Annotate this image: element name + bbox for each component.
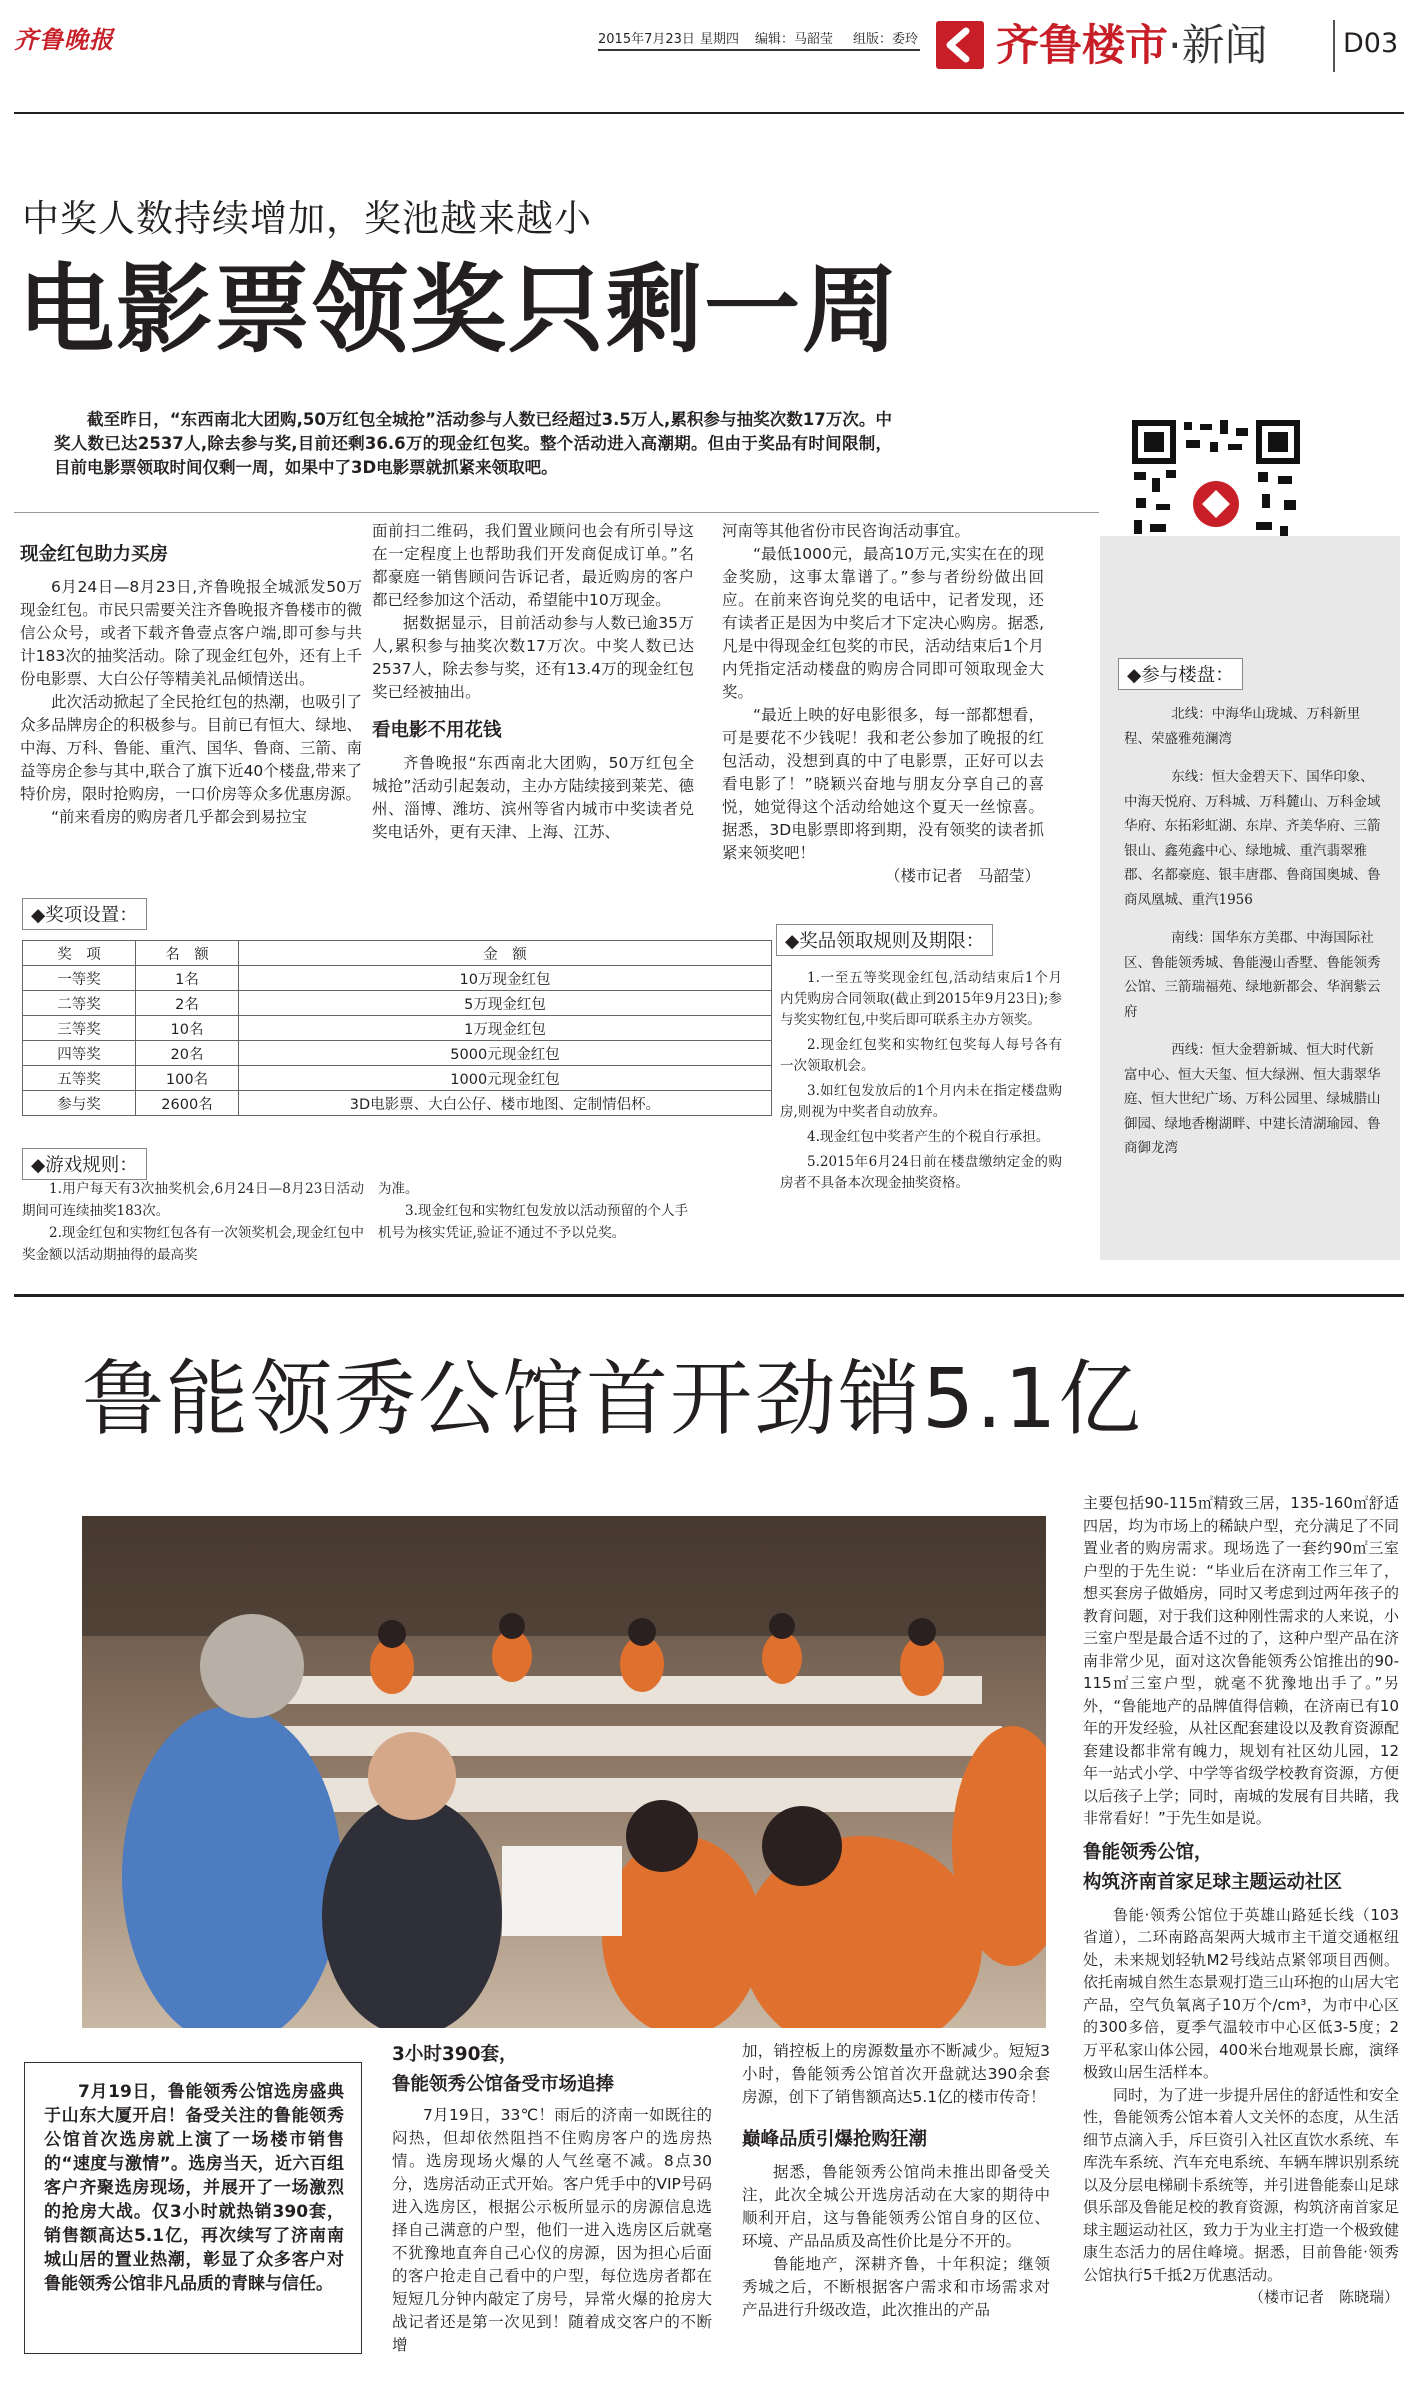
game-rule-3: 3.现金红包和实物红包发放以活动预留的个人手机号为核实凭证,验证不通过不予以兑奖。 — [378, 1203, 688, 1241]
region-text: 恒大金碧天下、国华印象、中海天悦府、万科城、万科麓山、万科金域华府、东拓彩虹湖、东岸、齐美华府、三箭银山、鑫苑鑫中心、绿地城、重汽翡翠雅郡、名都豪庭、银丰唐郡、鲁商国奥城、鲁商凤凰城、重汽1956 — [1124, 769, 1381, 908]
editor-credit: 编辑：马韶莹 — [755, 32, 834, 47]
game-rules-header: ◆游戏规则： — [22, 1148, 147, 1180]
table-header-cell: 奖 项 — [23, 941, 136, 966]
article1-kicker: 中奖人数持续增加，奖池越来越小 — [22, 197, 592, 240]
claim-rule-3: 3.如红包发放后的1个月内未在指定楼盘购房,则视为中奖者自动放弃。 — [780, 1083, 1062, 1120]
article1-divider — [14, 512, 1099, 513]
section-logo-icon — [936, 21, 984, 69]
participants-header: ◆参与楼盘： — [1118, 658, 1243, 690]
table-cell: 三等奖 — [23, 1016, 136, 1041]
a2-col3-sub-line1: 鲁能领秀公馆， — [1083, 1841, 1213, 1863]
table-cell: 10名 — [136, 1016, 239, 1041]
game-rules-col1 — [22, 1178, 364, 1266]
a2-col2-para-2: 据悉，鲁能领秀公馆尚未推出即备受关注，此次全城公开选房活动在大家的期待中顺利开启，这与鲁能领秀公馆自身的区位、环境、产品品质及高性价比是分不开的。 — [742, 2163, 1050, 2250]
article2-headline: 鲁能领秀公馆首开劲销5.1亿 — [82, 1352, 1143, 1447]
a2-col3-para-2: 鲁能·领秀公馆位于英雄山路延长线（103省道），二环南路高架两大城市主干道交通枢纽处，未来规划轻轨M2号线站点紧邻项目西侧。依托南城自然生态景观打造三山环抱的山居大宅产品，空气负氧离子10万个/cm³，为市中心区的300多倍，夏季气温较市中心区低3-5度；2万平私家山体公园，400米台地观景长廊，演绎极致山居生活样本。 — [1083, 1905, 1399, 2081]
region-text: 中海华山珑城、万科新里程、荣盛雅苑澜湾 — [1124, 706, 1361, 747]
event-photo — [82, 1516, 1046, 2028]
claim-rule-5: 5.2015年6月24日前在楼盘缴纳定金的购房者不具备本次现金抽奖资格。 — [780, 1154, 1062, 1191]
layout-credit: 组版：委玲 — [853, 32, 919, 47]
prize-table-header: ◆奖项设置： — [22, 898, 147, 930]
issue-date: 2015年7月23日 — [598, 32, 695, 47]
table-cell: 五等奖 — [23, 1066, 136, 1091]
table-header-cell: 金 额 — [239, 941, 772, 966]
table-cell: 1万现金红包 — [239, 1016, 772, 1041]
summary-text: 7月19日，鲁能领秀公馆选房盛典于山东大厦开启！备受关注的鲁能领秀公馆首次选房就上演了一场楼市销售的“速度与激情”。选房当天，近六百组客户齐聚选房现场，并展开了一场激烈的抢房大战。仅3小时就热销390套，销售额高达5.1亿，再次续写了济南南城山居的置业热潮，彰显了众多客户对鲁能领秀公馆非凡品质的青睐与信任。 — [44, 2082, 344, 2294]
table-cell: 5万现金红包 — [239, 991, 772, 1016]
col1-para-1: 6月24日—8月23日,齐鲁晚报全城派发50万现金红包。市民只需要关注齐鲁晚报齐鲁楼市的微信公众号，或者下载齐鲁壹点客户端,即可参与共计183次的抽奖活动。除了现金红包外，还有上千份电影票、大白公仔等精美礼品倾情送出。 — [20, 578, 362, 688]
region-text: 恒大金碧新城、恒大时代新富中心、恒大天玺、恒大绿洲、恒大翡翠华庭、恒大世纪广场、万科公园里、绿城腊山御园、绿地香榭湖畔、中建长清湖瑜园、鲁商御龙湾 — [1124, 1042, 1381, 1156]
table-cell: 3D电影票、大白公仔、楼市地图、定制情侣杯。 — [239, 1091, 772, 1116]
a2-col1-para: 7月19日，33℃！雨后的济南一如既往的闷热，但却依然阻挡不住购房客户的选房热情。选房现场火爆的人气丝毫不减。8点30分，选房活动正式开始。客户凭手中的VIP号码进入选房区，根据公示板所显示的房源信息选择自己满意的户型，他们一进入选房区后就毫不犹豫地直奔自己心仪的房源，因为担心后面的客户抢走自己看中的户型，每位选房者都在短短几分钟内敲定了房号，异常火爆的抢房大战记者还是第一次见到！随着成交客户的不断增 — [392, 2106, 712, 2354]
event-photo-image — [82, 1516, 1046, 2028]
a2-col3-sub-line2: 构筑济南首家足球主题运动社区 — [1083, 1871, 1343, 1893]
region-label: 北线： — [1171, 706, 1212, 722]
article1-col2 — [372, 520, 694, 844]
a2-col2-subheading: 巅峰品质引爆抢购狂潮 — [742, 2129, 928, 2150]
section-main: 齐鲁楼市 — [996, 21, 1168, 71]
article1-lead — [54, 408, 892, 480]
participants-west — [1124, 1038, 1382, 1161]
article1-byline: （楼市记者 马韶莹） — [884, 867, 1040, 885]
a2-col3-para-3: 同时，为了进一步提升居住的舒适性和安全性，鲁能领秀公馆本着人文关怀的态度，从生活细节点滴入手，斥巨资引入社区直饮水系统、车库洗车系统、汽车充电系统、车辆车牌识别系统以及分层电梯刷卡系统等，并引进鲁能泰山足球俱乐部及鲁能足校的教育资源，构筑济南首家足球主题运动社区，致力于为业主打造一个极致健康生态活力的居住峰境。据悉，目前鲁能·领秀公馆执行5千抵2万优惠活动。 — [1083, 2085, 1399, 2284]
participants-south — [1124, 926, 1382, 1024]
table-cell: 10万现金红包 — [239, 966, 772, 991]
masthead-bottom-rule — [14, 112, 1404, 114]
table-row — [23, 1016, 772, 1041]
participants-north — [1124, 702, 1382, 751]
table-cell: 1名 — [136, 966, 239, 991]
section-separator — [14, 1294, 1404, 1297]
prize-table-grid — [22, 940, 772, 1116]
a2-col2-para-3: 鲁能地产，深耕齐鲁，十年积淀；继领秀城之后，不断根据客户需求和市场需求对产品进行升级改造，此次推出的产品 — [742, 2255, 1050, 2319]
prize-table — [22, 940, 772, 1116]
col3-para-2: “最低1000元，最高10万元,实实在在的现金奖励，这事太靠谱了。”参与者纷纷做出回应。在前来咨询兑奖的电话中，记者发现，还有读者正是因为中奖后才下定决心购房。据悉,凡是中得现金红包奖的市民，活动结束后1个月内凭指定活动楼盘的购房合同即可领取现金大奖。 — [722, 545, 1044, 701]
a2-col3-subheading — [1083, 1838, 1399, 1898]
game-rule-1: 1.用户每天有3次抽奖机会,6月24日—8月23日活动期间可连续抽奖183次。 — [22, 1181, 364, 1219]
col2-para-2: 据数据显示，目前活动参与人数已逾35万人,累积参与抽奖次数17万次。中奖人数已达2537人，除去参与奖，还有13.4万的现金红包奖已经被抽出。 — [372, 614, 694, 701]
table-cell: 四等奖 — [23, 1041, 136, 1066]
claim-rule-4: 4.现金红包中奖者产生的个税自行承担。 — [807, 1129, 1050, 1145]
a2-col1-subheading — [392, 2040, 712, 2100]
game-rule-2: 2.现金红包和实物红包各有一次领奖机会,现金红包中奖金额以活动期抽得的最高奖 — [22, 1225, 364, 1263]
claim-rule-1: 1.一至五等奖现金红包,活动结束后1个月内凭购房合同领取(截止到2015年9月23日);参与奖实物红包,中奖后即可联系主办方领奖。 — [780, 970, 1062, 1028]
lead-paragraph: 截至昨日，“东西南北大团购,50万红包全城抢”活动参与人数已经超过3.5万人,累积参与抽奖次数17万次。中奖人数已达2537人,除去参与奖,目前还剩36.6万的现金红包奖。整个活动进入高潮期。但由于奖品有时间限制，目前电影票领取时间仅剩一周，如果中了3D电影票就抓紧来领取吧。 — [54, 410, 892, 477]
table-cell: 1000元现金红包 — [239, 1066, 772, 1091]
table-row — [23, 966, 772, 991]
article1-headline: 电影票领奖只剩一周 — [18, 254, 900, 366]
table-row — [23, 1041, 772, 1066]
region-label: 南线： — [1171, 930, 1212, 946]
article2-byline: （楼市记者 陈晓瑞） — [1248, 2288, 1399, 2306]
table-cell: 一等奖 — [23, 966, 136, 991]
col2-para-1: 面前扫二维码，我们置业顾问也会有所引导这在一定程度上也帮助我们开发商促成订单。”名都豪庭一销售顾问告诉记者，最近购房的客户都已经参加这个活动，希望能中10万现金。 — [372, 522, 694, 609]
region-label: 东线： — [1171, 769, 1212, 785]
claim-rules-header: ◆奖品领取规则及期限： — [776, 924, 993, 956]
table-cell: 2名 — [136, 991, 239, 1016]
page-number: D03 — [1343, 28, 1399, 59]
a2-col3-para-1: 主要包括90-115㎡精致三居，135-160㎡舒适四居，均为市场上的稀缺户型，充分满足了不同置业者的购房需求。现场选了一套约90㎡三室户型的于先生说：“毕业后在济南工作三年了，想买套房子做婚房，同时又考虑到过两年孩子的教育问题，对于我们这种刚性需求的人来说，小三室户型是最合适不过的了，这种户型产品在济南非常少见，面对这次鲁能领秀公馆推出的90-115㎡三室户型，就毫不犹豫地出手了。”另外，“鲁能地产的品牌值得信赖，在济南已有10年的开发经验，从社区配套建设以及教育资源配套建设都非常有魄力，规划有社区幼儿园，12年一站式小学、中学等省级学校教育资源，方便以后孩子上学；同时，南城的发展有目共睹，我非常看好！”于先生如是说。 — [1083, 1494, 1399, 1827]
col2-subheading: 看电影不用花钱 — [372, 720, 502, 741]
section-sub: ·新闻 — [1168, 21, 1268, 71]
page-number-divider — [1333, 20, 1335, 72]
a2-col1-sub-line2: 鲁能领秀公馆备受市场追捧 — [392, 2074, 615, 2095]
article2-col1 — [392, 2040, 712, 2357]
col3-para-1: 河南等其他省份市民咨询活动事宜。 — [722, 522, 971, 540]
table-row — [23, 1066, 772, 1091]
claim-rules-list — [780, 968, 1062, 1194]
claim-rule-2: 2.现金红包奖和实物红包奖每人每号各有一次领取机会。 — [780, 1037, 1062, 1074]
table-cell: 参与奖 — [23, 1091, 136, 1116]
prize-table-head-row — [23, 941, 772, 966]
col2-para-3: 齐鲁晚报“东西南北大团购，50万红包全城抢”活动引起轰动，主办方陆续接到莱芜、德州、淄博、潍坊、滨州等省内城市中奖读者兑奖电话外，更有天津、上海、江苏、 — [372, 754, 694, 841]
table-row — [23, 991, 772, 1016]
table-cell: 100名 — [136, 1066, 239, 1091]
article2-col3 — [1083, 1492, 1399, 2309]
summary-text-wrap — [44, 2080, 344, 2296]
issue-weekday: 星期四 — [700, 32, 740, 47]
table-row — [23, 1091, 772, 1116]
table-cell: 5000元现金红包 — [239, 1041, 772, 1066]
table-cell: 2600名 — [136, 1091, 239, 1116]
region-label: 西线： — [1171, 1042, 1212, 1058]
a2-col1-sub-line1: 3小时390套， — [392, 2044, 518, 2065]
col1-subheading: 现金红包助力买房 — [20, 544, 169, 565]
paper-logo: 齐鲁晚报 — [14, 25, 114, 54]
article1-col3 — [722, 520, 1044, 888]
a2-col2-para-1: 加，销控板上的房源数量亦不断减少。短短3小时，鲁能领秀公馆首次开盘就达390余套房源，创下了销售额高达5.1亿的楼市传奇！ — [742, 2042, 1050, 2106]
region-text: 国华东方美郡、中海国际社区、鲁能领秀城、鲁能漫山香墅、鲁能领秀公馆、三箭瑞福苑、绿地新都会、华润紫云府 — [1124, 930, 1381, 1020]
col3-para-3: “最近上映的好电影很多，每一部都想看，可是要花不少钱呢！我和老公参加了晚报的红包活动，没想到真的中了电影票，正好可以去看电影了！”晓颖兴奋地与朋友分享自己的喜悦，她觉得这个活动给她这个夏天一丝惊喜。据悉，3D电影票即将到期，没有领奖的读者抓紧来领奖吧！ — [722, 706, 1044, 862]
table-header-cell: 名 额 — [136, 941, 239, 966]
article2-col2 — [742, 2040, 1050, 2322]
game-rule-2-cont: 为准。 — [378, 1181, 419, 1197]
col1-para-3: “前来看房的购房者几乎都会到易拉宝 — [51, 808, 308, 826]
masthead-rule — [598, 49, 920, 51]
section-title — [996, 20, 1268, 72]
col1-para-2: 此次活动掀起了全民抢红包的热潮，也吸引了众多品牌房企的积极参与。目前已有恒大、绿地、中海、万科、鲁能、重汽、国华、鲁商、三箭、南益等房企参与其中,联合了旗下近40个楼盘,带来了特价房，限时抢购房，一口价房等众多优惠房源。 — [20, 693, 362, 803]
table-cell: 20名 — [136, 1041, 239, 1066]
article1-col1 — [20, 528, 362, 829]
participants-east — [1124, 765, 1382, 912]
table-cell: 二等奖 — [23, 991, 136, 1016]
game-rules-col2 — [378, 1178, 688, 1244]
participants-list — [1124, 702, 1382, 1161]
